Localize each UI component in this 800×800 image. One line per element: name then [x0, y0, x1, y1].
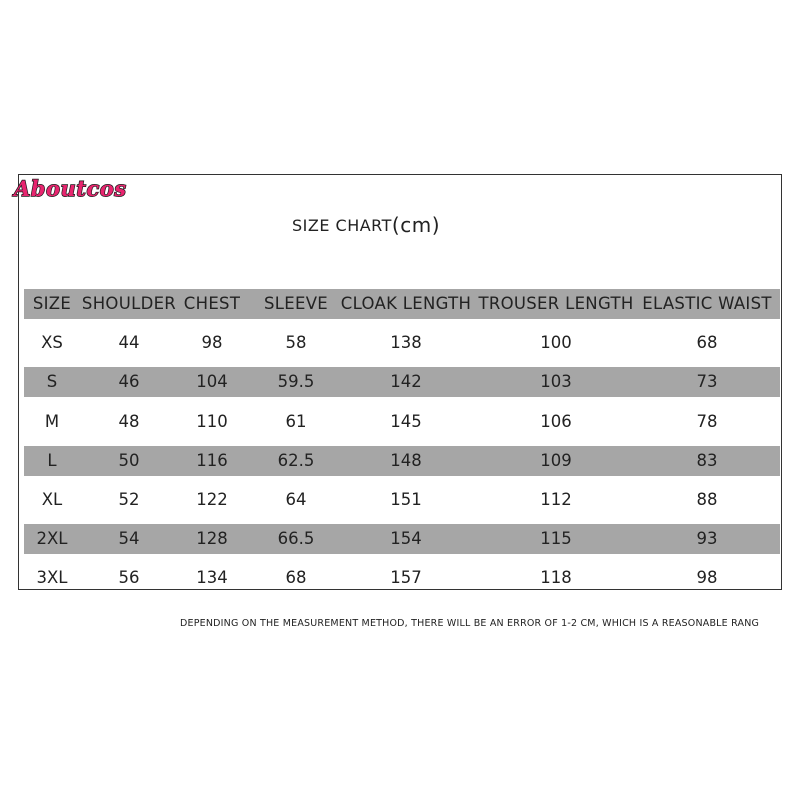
- table-row: [24, 328, 780, 358]
- cell-shoulder: 50: [118, 451, 140, 470]
- header-chest: CHEST: [183, 294, 241, 313]
- header-sleeve: SLEEVE: [263, 294, 329, 313]
- cell-size: XS: [41, 333, 63, 352]
- cell-cloak-length: 138: [390, 333, 422, 352]
- cell-cloak-length: 151: [390, 490, 422, 509]
- cell-sleeve: 64: [285, 490, 307, 509]
- cell-trouser-length: 115: [540, 529, 572, 548]
- page-title: [292, 212, 440, 236]
- cell-size: 2XL: [36, 529, 68, 548]
- cell-shoulder: 56: [118, 568, 140, 587]
- cell-sleeve: 62.5: [277, 451, 315, 470]
- cell-sleeve: 66.5: [277, 529, 315, 548]
- cell-trouser-length: 106: [540, 412, 572, 431]
- cell-trouser-length: 103: [540, 372, 572, 391]
- cell-cloak-length: 142: [390, 372, 422, 391]
- cell-elastic-waist: 73: [696, 372, 718, 391]
- cell-trouser-length: 112: [540, 490, 572, 509]
- cell-elastic-waist: 93: [696, 529, 718, 548]
- title-unit: (cm): [391, 213, 440, 237]
- table-row: [24, 524, 780, 554]
- cell-sleeve: 61: [285, 412, 307, 431]
- cell-elastic-waist: 68: [696, 333, 718, 352]
- cell-sleeve: 58: [285, 333, 307, 352]
- cell-shoulder: 52: [118, 490, 140, 509]
- cell-size: S: [46, 372, 58, 391]
- header-shoulder: SHOULDER: [81, 294, 177, 313]
- cell-size: XL: [41, 490, 63, 509]
- cell-elastic-waist: 88: [696, 490, 718, 509]
- cell-chest: 98: [201, 333, 223, 352]
- table-row: [24, 367, 780, 397]
- cell-shoulder: 46: [118, 372, 140, 391]
- header-size: SIZE: [32, 294, 72, 313]
- cell-elastic-waist: 83: [696, 451, 718, 470]
- table-header-row: [24, 289, 780, 319]
- cell-size: M: [44, 412, 60, 431]
- header-elastic-waist: ELASTIC WAIST: [642, 294, 772, 313]
- table-row: [24, 485, 780, 515]
- cell-size: 3XL: [36, 568, 68, 587]
- brand-logo: Aboutcos: [14, 176, 127, 201]
- cell-chest: 104: [196, 372, 228, 391]
- table-row: [24, 563, 780, 593]
- header-trouser-length: TROUSER LENGTH: [478, 294, 634, 313]
- cell-cloak-length: 145: [390, 412, 422, 431]
- cell-sleeve: 59.5: [277, 372, 315, 391]
- cell-chest: 134: [196, 568, 228, 587]
- header-cloak-length: CLOAK LENGTH: [340, 294, 472, 313]
- cell-chest: 110: [196, 412, 228, 431]
- cell-chest: 128: [196, 529, 228, 548]
- cell-chest: 116: [196, 451, 228, 470]
- cell-elastic-waist: 98: [696, 568, 718, 587]
- title-text: SIZE CHART: [292, 216, 392, 235]
- measurement-note: DEPENDING ON THE MEASUREMENT METHOD, THERE WILL BE AN ERROR OF 1-2 CM, WHICH IS A REASONABLE RANG: [180, 618, 760, 629]
- cell-cloak-length: 157: [390, 568, 422, 587]
- cell-shoulder: 44: [118, 333, 140, 352]
- cell-cloak-length: 154: [390, 529, 422, 548]
- cell-cloak-length: 148: [390, 451, 422, 470]
- cell-trouser-length: 100: [540, 333, 572, 352]
- cell-elastic-waist: 78: [696, 412, 718, 431]
- cell-sleeve: 68: [285, 568, 307, 587]
- cell-trouser-length: 118: [540, 568, 572, 587]
- table-row: [24, 446, 780, 476]
- cell-size: L: [47, 451, 57, 470]
- cell-trouser-length: 109: [540, 451, 572, 470]
- cell-chest: 122: [196, 490, 228, 509]
- cell-shoulder: 48: [118, 412, 140, 431]
- table-row: [24, 407, 780, 437]
- cell-shoulder: 54: [118, 529, 140, 548]
